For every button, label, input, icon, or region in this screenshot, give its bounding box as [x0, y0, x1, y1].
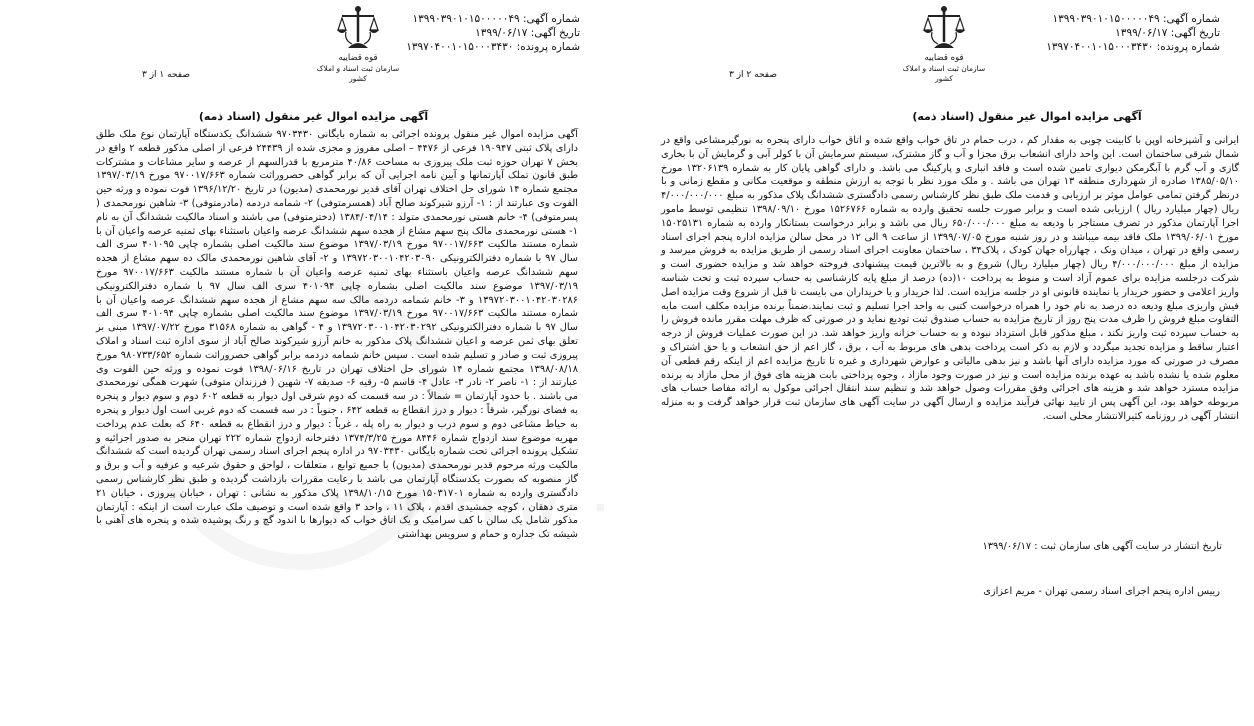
ad-date: تاریخ آگهی: ۱۳۹۹/۰۶/۱۷ — [475, 27, 580, 39]
emblem-subtitle: سازمان ثبت اسناد و املاک کشور — [902, 64, 986, 83]
notice-reference-block — [406, 12, 580, 54]
page-number: صفحه ۱ از ۳ — [142, 70, 190, 80]
ad-number: شماره آگهی: ۱۳۹۹۰۳۹۰۱۰۱۵۰۰۰۰۰۴۹ — [1052, 13, 1220, 25]
notice-title: آگهی مزایده اموال غیر منقول (اسناد ذمه) — [198, 110, 429, 123]
notice-page-2 — [627, 0, 1254, 726]
scales-of-justice-icon — [922, 4, 966, 52]
signature-line: رییس اداره پنجم اجرای اسناد رسمی تهران - مریم اعزازی — [983, 586, 1220, 597]
publish-date: تاریخ انتشار در سایت آگهی های سازمان ثبت : ۱۳۹۹/۰۶/۱۷ — [982, 541, 1222, 552]
ad-number: شماره آگهی: ۱۳۹۹۰۳۹۰۱۰۱۵۰۰۰۰۰۴۹ — [412, 13, 580, 25]
scales-of-justice-icon — [336, 4, 380, 52]
notice-body: آگهی مزایده اموال غیر منقول پرونده اجرائی به شماره بایگانی ۹۷۰۳۴۳۰ ششدانگ یکدستگاه آپارتمان نوع ملک طلق دارای پلاک ثبتی ۱۹۰۹۴۷ فرعی از ۴۴۷۶ – اصلی مفروز و مجزی شده از ۲۴۴۳۹ فرعی از اصلی مذکور قطعه ۲ واقع در بخش ۷ تهران حوزه ثبت ملک پیروزی به مساحت ۴۰/۸۶ مترمربع با قدرالسهم از عرصه و سایر مشاعات و مشترکات طبق قانون تملک آپارتمانها و آیین نامه اجرایی آن که برابر گواهی حصروراثت شماره ۹۷۰۰۱۷/۶۶۳ مورخ ۱۳۹۷/۰۳/۱۹ مجتمع شماره ۱۴ شورای حل اختلاف تهران آقای قدیر نورمحمدی (مدیون) در تاریخ ۱۳۹۶/۱۲/۲۰ فوت نموده و ورثه حین الفوت وی عبارتند از : ۱- آرزو شیرکوند صالح آباد (همسرمتوفی) ۲- شمامه دردمه (مادرمتوفی) ۳- شاهین نورمحمدی ( پسرمتوفی) ۴- خانم هستی نورمحمدی متولد : ۱۳۸۴/۰۴/۱۴ (دخترمتوفی) می باشند و اسناد مالکیت ششدانگ آن به نام ۱- هستی نورمحمدی مالک پنج سهم مشاع از هجده سهم ششدانگ عرصه واعیان باستثناء بهای ثمنیه عرصه واعیان آن با شماره مستند مالکیت ۹۷۰۰۱۷/۶۶۳ مورخ ۱۳۹۷/۰۳/۱۹ موضوع سند مالکیت اصلی بشماره چاپی ۴۰۱۰۹۵ سری الف سال ۹۷ با شماره دفترالکترونیکی ۱۳۹۷۲۰۳۰۰۱۰۴۲۰۳۰۹۰ و ۲- آقای شاهین نورمحمدی مالک ده سهم مشاع از هجده سهم ششدانگ عرصه واعیان باستثناء بهای ثمنیه عرصه واعیان آن با شماره مستند مالکیت ۹۷۰۰۱۷/۶۶۳ مورخ ۱۳۹۷/۰۳/۱۹ موضوع سند مالکیت اصلی بشماره چاپی ۴۰۱۰۹۴ سری الف سال ۹۷ با شماره دفترالکترونیکی ۱۳۹۷۲۰۳۰۰۱۰۴۲۰۳۰۲۸۶ و ۳- خانم شمامه دردمه مالک سه سهم مشاع از هجده سهم ششدانگ عرصه واعیان آن با شماره مستند مالکیت ۹۷۰۰۱۷/۶۶۳ مورخ ۱۳۹۷/۰۳/۱۹ موضوع سند مالکیت اصلی بشماره چاپی ۴۰۱۰۹۴ سری الف سال ۹۷ با شماره دفترالکترونیکی ۱۳۹۷۲۰۳۰۰۱۰۴۲۰۳۰۲۹۲ و ۴ - گواهی به شماره ۳۱۵۶۸ مورخ ۱۳۹۷/۰۷/۲۲ مبنی بر تعلق بهای ثمن عرصه و اعیان ششدانگ پلاک مذکور به خانم آرزو شیرکوند صالح آباد از سوی اداره ثبت اسناد و املاک پیروزی ثبت و صادر و تسلیم شده است . سپس خانم شمامه دردمه برابر گواهی حصروراثت شماره ۹۸۰۷۳۳/۶۵۲ مورخ ۱۳۹۸/۰۸/۱۸ مجتمع شماره ۱۴ شورای حل اختلاف تهران در تاریخ ۱۳۹۸/۰۶/۱۶ فوت نموده و ورثه حین الفوت وی عبارتند از : ۱- ناصر ۲- نادر ۳- عادل ۴- قاسم ۵- رقیه ۶- صدیقه ۷- شهین ( فرزندان متوفی) شهرت همگی نورمحمدی می باشند . با حدود آپارتمان = شمالاً : در سه قسمت که دوم شرقی اول دیوار به قطعه ۶۰۲ دوم و سوم دیوار و پنجره به فضای نورگیر، شرقاً : دیوار و درز انقطاع به قطعه ۶۴۲ ، جنوباً : در سه قسمت که دوم غربی است اول دیوار و پنجره به حیاط مشاعی دوم و سوم درب و دیوار به راه پله ، غرباً : دیوار و درز انقطاع به قطعه ۶۴۰ که بعلت عدم پرداخت مهریه موضوع سند ازدواج شماره ۸۴۴۶ مورخ ۱۳۷۴/۳/۲۵ دفترخانه ازدواج شماره ۲۲۲ تهران منجر به صدور اجرائیه و تشکیل پرونده اجرائی تحت شماره بایگانی ۹۷۰۳۴۳۰ در اداره پنجم اجرای اسناد رسمی تهران گردیده است که ششدانگ مالکیت ورثه مرحوم قدیر نورمحمدی (مدیون) با جمیع توابع ، متعلقات ، لواحق و حقوق شرعیه و عرفیه و آب و برق و گاز منصوبه که بصورت یکدستگاه آپارتمان می باشد با رعایت مقررات بازداشت گردیده و طبق نظر کارشناس رسمی دادگستری وارده به شماره ۱۵۰۳۱۷۰۱ مورخ ۱۳۹۸/۱۰/۱۵ پلاک مذکور به نشانی : تهران ، خیابان پیروزی ، خیابان ۲۱ متری دهقان ، کوچه جمشیدی اقدم ، پلاک ۱۱ ، واحد ۳ واقع شده است و توصیف ملک عبارت است از اینکه : آپارتمان مذکور شامل یک سالن با کف سرامیک و یک اتاق خواب که دیوارها با اندود گچ و رنگ پوشیده شده و پنجره های آهنی با شیشه تک جداره و حمام و سرویس بهداشتی — [96, 129, 579, 541]
notice-reference-block — [1046, 12, 1220, 54]
emblem-subtitle: سازمان ثبت اسناد و املاک کشور — [316, 64, 400, 83]
ad-date: تاریخ آگهی: ۱۳۹۹/۰۶/۱۷ — [1115, 27, 1220, 39]
emblem-title: قوه قضاییه — [338, 53, 378, 63]
case-number: شماره پرونده: ۱۳۹۷۰۴۰۰۱۰۱۵۰۰۰۳۴۳۰ — [1046, 41, 1220, 53]
notice-body: ایرانی و آشپزخانه اوپن با کابینت چوبی به مقدار کم ، درب حمام در تاق خواب واقع شده و اتاق خواب دارای پنجره به نورگیرمشاعی واقع در شمال شرقی ساختمان است. این واحد دارای انشعاب برق مجزا و آب و گاز مشترک، سیستم سرمایش آن با کولر آبی و گرمایش آن با بخاری گازی و آب گرم با آبگرمکن دیواری تامین شده است و فاقد انباری و پارکینگ می باشد. و دارای گواهی پایان کار به شماره ۱۳۲۰۶۱۳۹ مورخ ۱۳۸۵/۰۵/۱۰ صادره از شهرداری منطقه ۱۳ تهران می باشد . و ملک مورد نظر با توجه به ارزش منطقه و موقعیت مکانی و مقطع زمانی و با درنظر گرفتن تمامی عوامل موثر بر ارزیابی و قدمت ملک طبق نظر کارشناس رسمی دادگستری ششدانگ پلاک مذکور به مبلغ ۴/۰۰۰/۰۰۰/۰۰۰ ریال (چهار میلیارد ریال ) ارزیابی شده است و برابر صورت جلسه تحقیق وارده به شماره ۱۵۲۶۷۶۶ مورخ ۱۳۹۸/۰۹/۱۰ تنظیمی توسط مامور اجرا آپارتمان مذکور در تصرف مستاجر با ودیعه به مبلغ ۶۵۰/۰۰۰/۰۰۰ ریال می باشد و برابر درخواست بستانکار وارده به شماره ۱۵۰۲۵۱۳۱ مورخ ۱۳۹۹/۰۶/۰۱ ملک فاقد بیمه میباشد و در روز شنبه مورخ ۱۳۹۹/۰۷/۰۵ از ساعت ۹ الی ۱۲ در محل سالن مزایده اداره پنجم اجرای اسناد رسمی واقع در تهران ، میدان ونک ، چهارراه جهان کودک ، پلاک۳۴ ، ساختمان معاونت اجرای اسناد رسمی از طریق مزایده به فروش میرسد و مزایده از مبلغ ۴/۰۰۰/۰۰۰/۰۰۰ ریال (چهار میلیارد ریال) شروع و به بالاترین قیمت پیشنهادی فروخته خواهد شد و مزایده حضوری است و شرکت درجلسه مزایده برای عموم آزاد است و منوط به پرداخت ۱۰(ده) درصد از مبلغ پایه کارشناسی به حساب سپرده ثبت و تحت شناسه واریز اعلامی و حضور خریدار یا نماینده قانونی او در جلسه مزایده است. لذا خریدار و یا خریداران می بایست تا قبل از شروع وقت مزایده اصل فیش واریزی مبلغ ودیعه ده درصد به نام خود را همراه درخواست کتبی به واحد اجرا تسلیم و ثبت نمایند.ضمناً برنده مزایده مکلف است مابه التفاوت مبلغ فروش را ظرف مدت پنج روز از تاریخ مزایده به حساب صندوق ثبت تودیع نماید و در صورتی که ظرف مهلت مقرر مانده فروش را به حساب سپرده ثبت واریز نکند ، مبلغ مذکور قابل استرداد نبوده و به حساب خزانه واریز خواهد شد. در این صورت عملیات فروش از درجه اعتبار ساقط و مزایده تجدید میگردد و لازم به ذکر است پرداخت بدهی های مربوط به آب ، برق ، گاز اعم از حق انشعاب و یا حق اشتراک و مصرف در صورتی که مورد مزایده دارای آنها باشد و نیز بدهی مالیاتی و عوارض شهرداری و غیره تا تاریخ مزایده اعم از اینکه رقم قطعی آن معلوم شده یا نشده باشد به عهده برنده مزایده است و نیز در صورت وجود مازاد ، وجوه پرداختی بابت هزینه های فوق از محل مازاد به برنده مزایده مسترد خواهد شد و هزینه های اجرائی وفق مقررات وصول خواهد شد و تنظیم سند انتقال اجرائی موکول به ارائه مفاصا حساب های مربوطه خواهد بود، این آگهی پس از تایید نهائی فرآیند مزایده و ارسال آگهی در سایت آگهی های سازمان ثبت قرار خواهد گرفت و به منزله انتشار آگهی در روزنامه کثیرالانتشار محلی است. — [661, 135, 1240, 422]
page-number: صفحه ۲ از ۳ — [729, 70, 777, 80]
emblem-title: قوه قضاییه — [924, 53, 964, 63]
judiciary-emblem — [899, 4, 989, 82]
notice-title: آگهی مزایده اموال غیر منقول (اسناد ذمه) — [912, 110, 1142, 123]
case-number: شماره پرونده: ۱۳۹۷۰۴۰۰۱۰۱۵۰۰۰۳۴۳۰ — [406, 41, 580, 53]
judiciary-emblem — [313, 4, 403, 82]
